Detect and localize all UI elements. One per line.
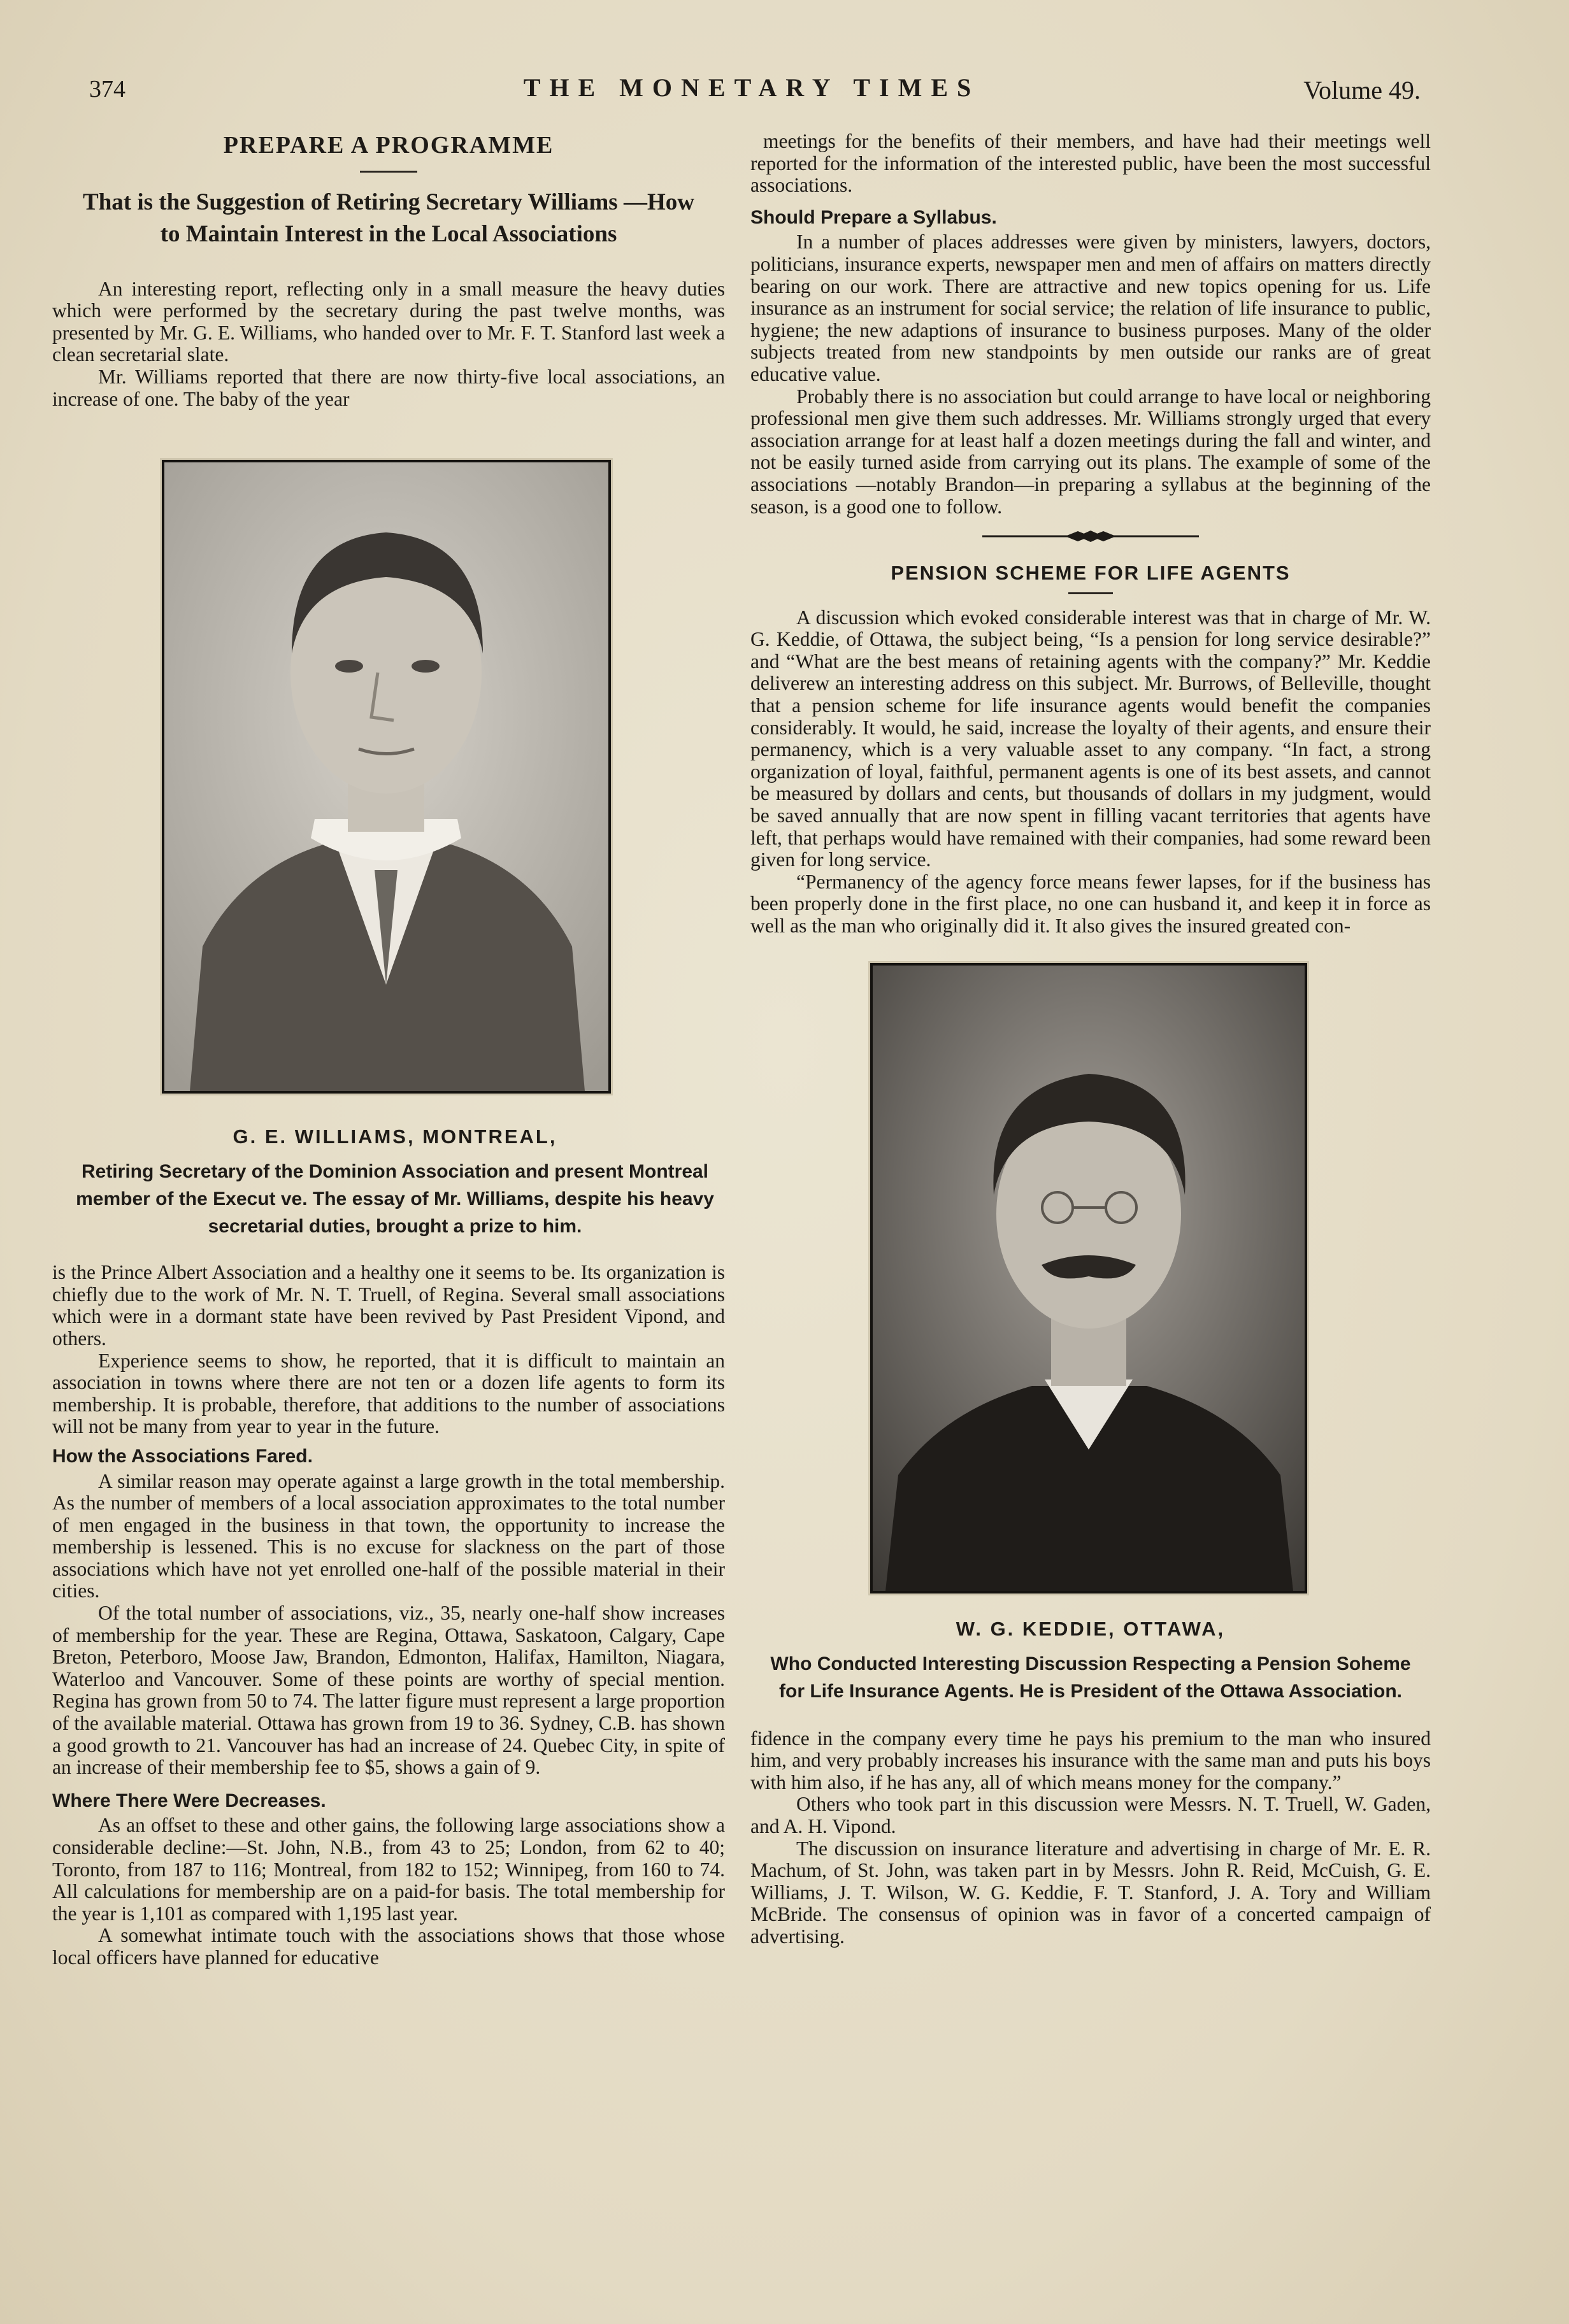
- paragraph: Experience seems to show, he reported, that it is difficult to maintain an association in towns where there are not ten or a dozen life agents to form its membership. It is probable, therefore, that additions to the number of associations will not be many from year to year in the future.: [52, 1349, 725, 1438]
- portrait-keddie-image: [873, 966, 1305, 1591]
- caption-name: W. G. KEDDIE, OTTAWA,: [956, 1617, 1226, 1640]
- paragraph: Others who took part in this discussion were Messrs. N. T. Truell, W. Gaden, and A. H. Vipond.: [750, 1793, 1431, 1837]
- page-header: [83, 75, 1421, 120]
- right-column: [750, 131, 1431, 1948]
- article-headline: PREPARE A PROGRAMME: [223, 132, 554, 159]
- paragraph: Mr. Williams reported that there are now thirty-five local associations, an increase of one. The baby of the year: [52, 365, 725, 410]
- caption-name: G. E. WILLIAMS, MONTREAL,: [233, 1125, 557, 1148]
- paragraph: As an offset to these and other gains, the following large associations show a considerable decline:—St. John, N.B., from 43 to 25; London, from 62 to 40; Toronto, from 187 to 116; Montreal, from 182 to 152; Winnipeg, from 160 to 74. All calculations for membership are on a paid-for basis. The total membership for the year is 1,101 as compared with 1,195 last year.: [52, 1814, 725, 1925]
- paragraph: In a number of places addresses were given by ministers, lawyers, doctors, politicians, insurance experts, newspaper men and men of affairs on matters directly bearing on our work. There are attractive and new topics opening for us. Life insurance as an instrument for social service; the relation of life insurance to public, hygiene; the new adaptions of insurance to business purposes. Many of the older subjects treated from new standpoints by men outside our ranks are of great educative value.: [750, 231, 1431, 385]
- portrait-photo-keddie: [870, 963, 1307, 1593]
- portrait-photo-williams: [162, 460, 611, 1094]
- headline-rule: [1068, 592, 1113, 594]
- section-heading: How the Associations Fared.: [52, 1445, 313, 1467]
- paragraph: fidence in the company every time he pays his premium to the man who insured him, and very probably increases his insurance with the same man and puts his boys with him also, if he has any, all of which means money for the company.”: [750, 1727, 1431, 1793]
- paragraph: A somewhat intimate touch with the associations shows that those whose local officers have planned for educative: [52, 1924, 725, 1969]
- paragraph: The discussion on insurance literature and advertising in charge of Mr. E. R. Machum, of St. John, was taken part in by Messrs. John R. Reid, McCuish, G. E. Williams, J. T. Wilson, W. G. Keddie, F. T. Stanford, J. A. Tory and William McBride. The consensus of opinion was in favor of a concerted campaign of advertising.: [750, 1837, 1431, 1948]
- paragraph: A similar reason may operate against a large growth in the total membership. As the number of members of a local association approximates to the total number of men engaged in the business in that town, the opportunity to increase the membership is lessened. This is no excuse for slackness on the part of those associations which have not yet enrolled one-half of the possible material in their cities.: [52, 1469, 725, 1602]
- section-heading: Where There Were Decreases.: [52, 1790, 326, 1811]
- section-heading: Should Prepare a Syllabus.: [750, 206, 997, 228]
- caption-text: Who Conducted Interesting Discussion Respecting a Pension Soheme for Life Insurance Agents. He is President of the Ottawa Association.: [770, 1653, 1411, 1702]
- article-headline: PENSION SCHEME FOR LIFE AGENTS: [891, 562, 1291, 585]
- photo-caption-williams: [52, 1123, 725, 1240]
- photo-caption-keddie: [750, 1615, 1431, 1705]
- portrait-williams-image: [164, 462, 608, 1091]
- paragraph: Probably there is no association but could arrange to have local or neighboring professional men give them such addresses. Mr. Williams strongly urged that every association arrange for at least half a dozen meetings during the fall and winter, and not be easily turned aside from carrying out its plans. The example of some of the associations —notably Brandon—in preparing a syllabus at the beginning of the season, is a good one to follow.: [750, 385, 1431, 518]
- caption-text: Retiring Secretary of the Dominion Association and present Montreal member of the Execut ve. The essay of Mr. Williams, despite his heavy secretarial duties, brought a prize to him.: [76, 1161, 714, 1237]
- page-number: 374: [89, 76, 125, 103]
- left-column: [52, 131, 725, 1969]
- paragraph: is the Prince Albert Association and a healthy one it seems to be. Its organization is chiefly due to the work of Mr. N. T. Truell, of Regina. Several small associations which were in a dormant state have been revived by Past President Vipond, and others.: [52, 1261, 725, 1350]
- ornament-divider-icon: [982, 529, 1199, 543]
- article-subhead: That is the Suggestion of Retiring Secretary Williams —How to Maintain Interest in the Local Associations: [83, 189, 694, 247]
- paragraph: An interesting report, reflecting only in a small measure the heavy duties which were performed by the secretary during the past twelve months, was presented by Mr. G. E. Williams, who handed over to Mr. F. T. Stanford last week a clean secretarial slate.: [52, 277, 725, 366]
- paragraph: “Permanency of the agency force means fewer lapses, for if the business has been properly done in the first place, no one can husband it, and keep it in force as well as the man who originally did it. It also gives the insured greated con-: [750, 870, 1431, 937]
- paragraph: meetings for the benefits of their members, and have had their meetings well reported for the information of the interested public, have been the most successful associations.: [750, 130, 1431, 197]
- volume-label: Volume 49.: [1303, 76, 1421, 104]
- paragraph: Of the total number of associations, viz., 35, nearly one-half show increases of membership for the year. These are Regina, Ottawa, Saskatoon, Calgary, Cape Breton, Peterboro, Moose Jaw, Brandon, Edmonton, Halifax, Hamilton, Niagara, Waterloo and Vancouver. Some of these points are worthy of special mention. Regina has grown from 50 to 74. The latter figure must represent a large proportion of the available material. Ottawa has grown from 19 to 36. Sydney, C.B. has shown a good growth to 21. Vancouver has had an increase of 24. Quebec City, in spite of an increase of their membership fee to $5, shows a gain of 9.: [52, 1602, 725, 1779]
- headline-rule: [360, 171, 417, 173]
- publication-title: THE MONETARY TIMES: [523, 73, 980, 102]
- paragraph: A discussion which evoked considerable interest was that in charge of Mr. W. G. Keddie, of Ottawa, the subject being, “Is a pension for long service desirable?” and “What are the best means of retaining agents with the company?” Mr. Keddie deliverew an interesting address on this subject. Mr. Burrows, of Belleville, thought that a pension scheme for life insurance agents would benefit the companies considerably. It would, he said, increase the loyalty of their agents, and ensure their permanency, which is a very valuable asset to any company. “In fact, a strong organization of loyal, faithful, permanent agents is one of its best assets, and cannot be measured by dollars and cents, but thousands of dollars in my judgment, would be saved annually that are now spent in filling vacant territories that agents have left, that perhaps would have remained with their companies, had some reward been given for long service.: [750, 606, 1431, 871]
